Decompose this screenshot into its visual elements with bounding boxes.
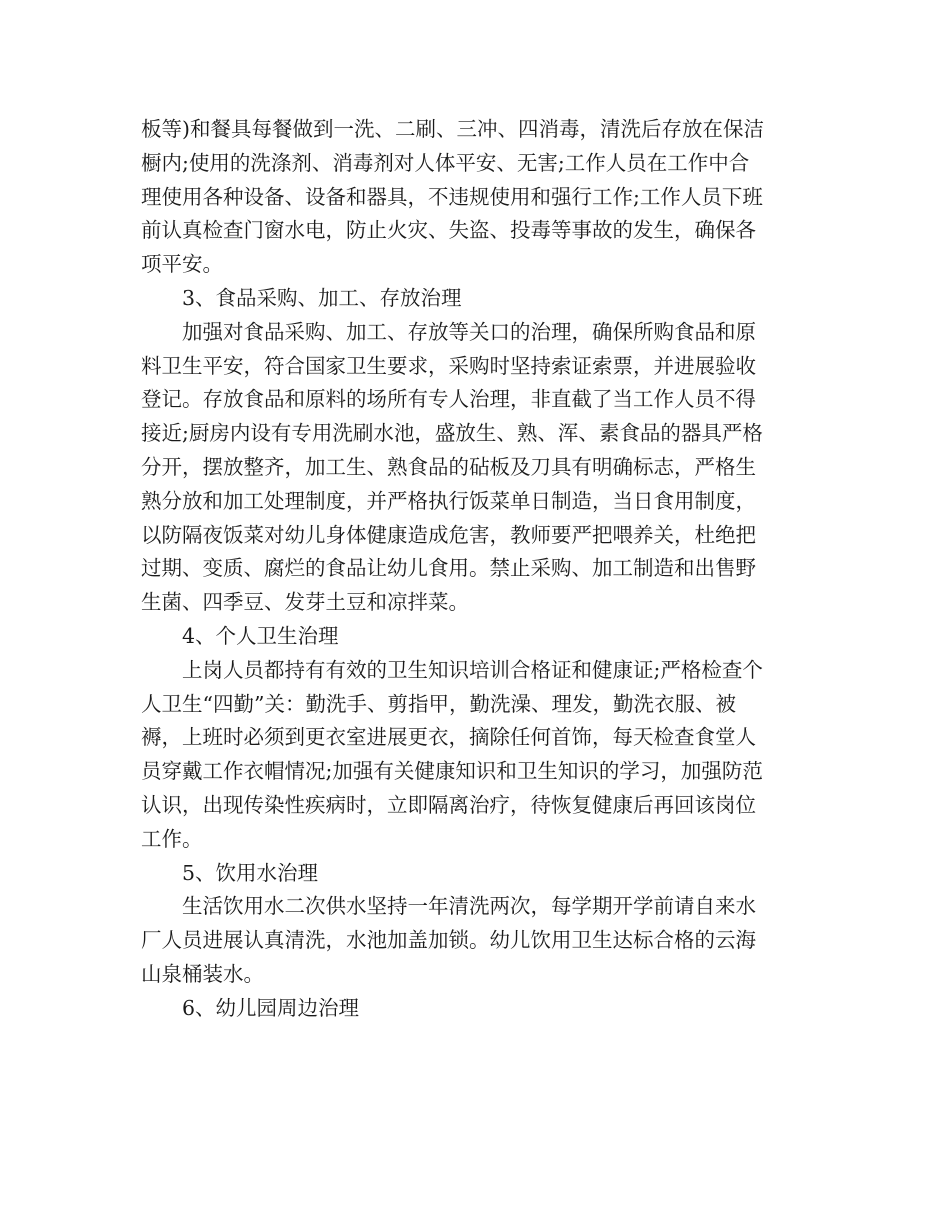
paragraph-start-line: 6、幼儿园周边治理	[182, 995, 360, 1020]
text-line: 前认真检查门窗水电，防止火灾、失盗、投毒等事故的发生，确保各	[141, 218, 756, 243]
text-line: 认识，出现传染性疾病时，立即隔离治疗，待恢复健康后再回该岗位	[141, 792, 756, 817]
text-line: 山泉桶装水。	[141, 961, 264, 986]
text-line: 厂人员进展认真清洗，水池加盖加锁。幼儿饮用卫生达标合格的云海	[141, 928, 756, 953]
text-line: 人卫生“四勤”关：勤洗手、剪指甲，勤洗澡、理发，勤洗衣服、被	[141, 691, 736, 716]
document-body	[141, 113, 813, 1026]
paragraph-start-line: 3、食品采购、加工、存放治理	[182, 285, 462, 310]
text-line: 料卫生平安，符合国家卫生要求，采购时坚持索证索票，并进展验收	[141, 353, 756, 378]
text-line: 理使用各种设备、设备和器具，不违规使用和强行工作;工作人员下班	[141, 184, 763, 209]
paragraph-start-line: 生活饮用水二次供水坚持一年清洗两次，每学期开学前请自来水	[182, 894, 756, 919]
text-line: 生菌、四季豆、发芽土豆和凉拌菜。	[141, 590, 469, 615]
text-line: 分开，摆放整齐，加工生、熟食品的砧板及刀具有明确标志，严格生	[141, 454, 756, 479]
text-line: 登记。存放食品和原料的场所有专人治理，非直截了当工作人员不得	[141, 387, 756, 412]
text-line: 工作。	[141, 826, 203, 851]
text-line: 板等)和餐具每餐做到一洗、二刷、三冲、四消毒，清洗后存放在保洁	[141, 117, 764, 141]
text-line: 橱内;使用的洗涤剂、消毒剂对人体平安、无害;工作人员在工作中合	[141, 150, 750, 175]
text-line: 褥，上班时必须到更衣室进展更衣，摘除任何首饰，每天检查食堂人	[141, 725, 756, 750]
text-line: 过期、变质、腐烂的食品让幼儿食用。禁止采购、加工制造和出售野	[141, 556, 756, 581]
text-line: 接近;厨房内设有专用洗刷水池，盛放生、熟、浑、素食品的器具严格	[141, 421, 763, 446]
paragraph-start-line: 上岗人员都持有有效的卫生知识培训合格证和健康证;严格检查个	[182, 657, 763, 682]
paragraph-start-line: 5、饮用水治理	[182, 860, 319, 885]
text-line: 熟分放和加工处理制度，并严格执行饭菜单日制造，当日食用制度，	[141, 488, 756, 513]
text-line: 员穿戴工作衣帽情况;加强有关健康知识和卫生知识的学习，加强防范	[141, 759, 763, 784]
text-line: 项平安。	[141, 252, 223, 277]
paragraph-start-line: 4、个人卫生治理	[182, 623, 339, 648]
paragraph-start-line: 加强对食品采购、加工、存放等关口的治理，确保所购食品和原	[182, 319, 756, 344]
text-line: 以防隔夜饭菜对幼儿身体健康造成危害，教师要严把喂养关，杜绝把	[141, 522, 756, 547]
